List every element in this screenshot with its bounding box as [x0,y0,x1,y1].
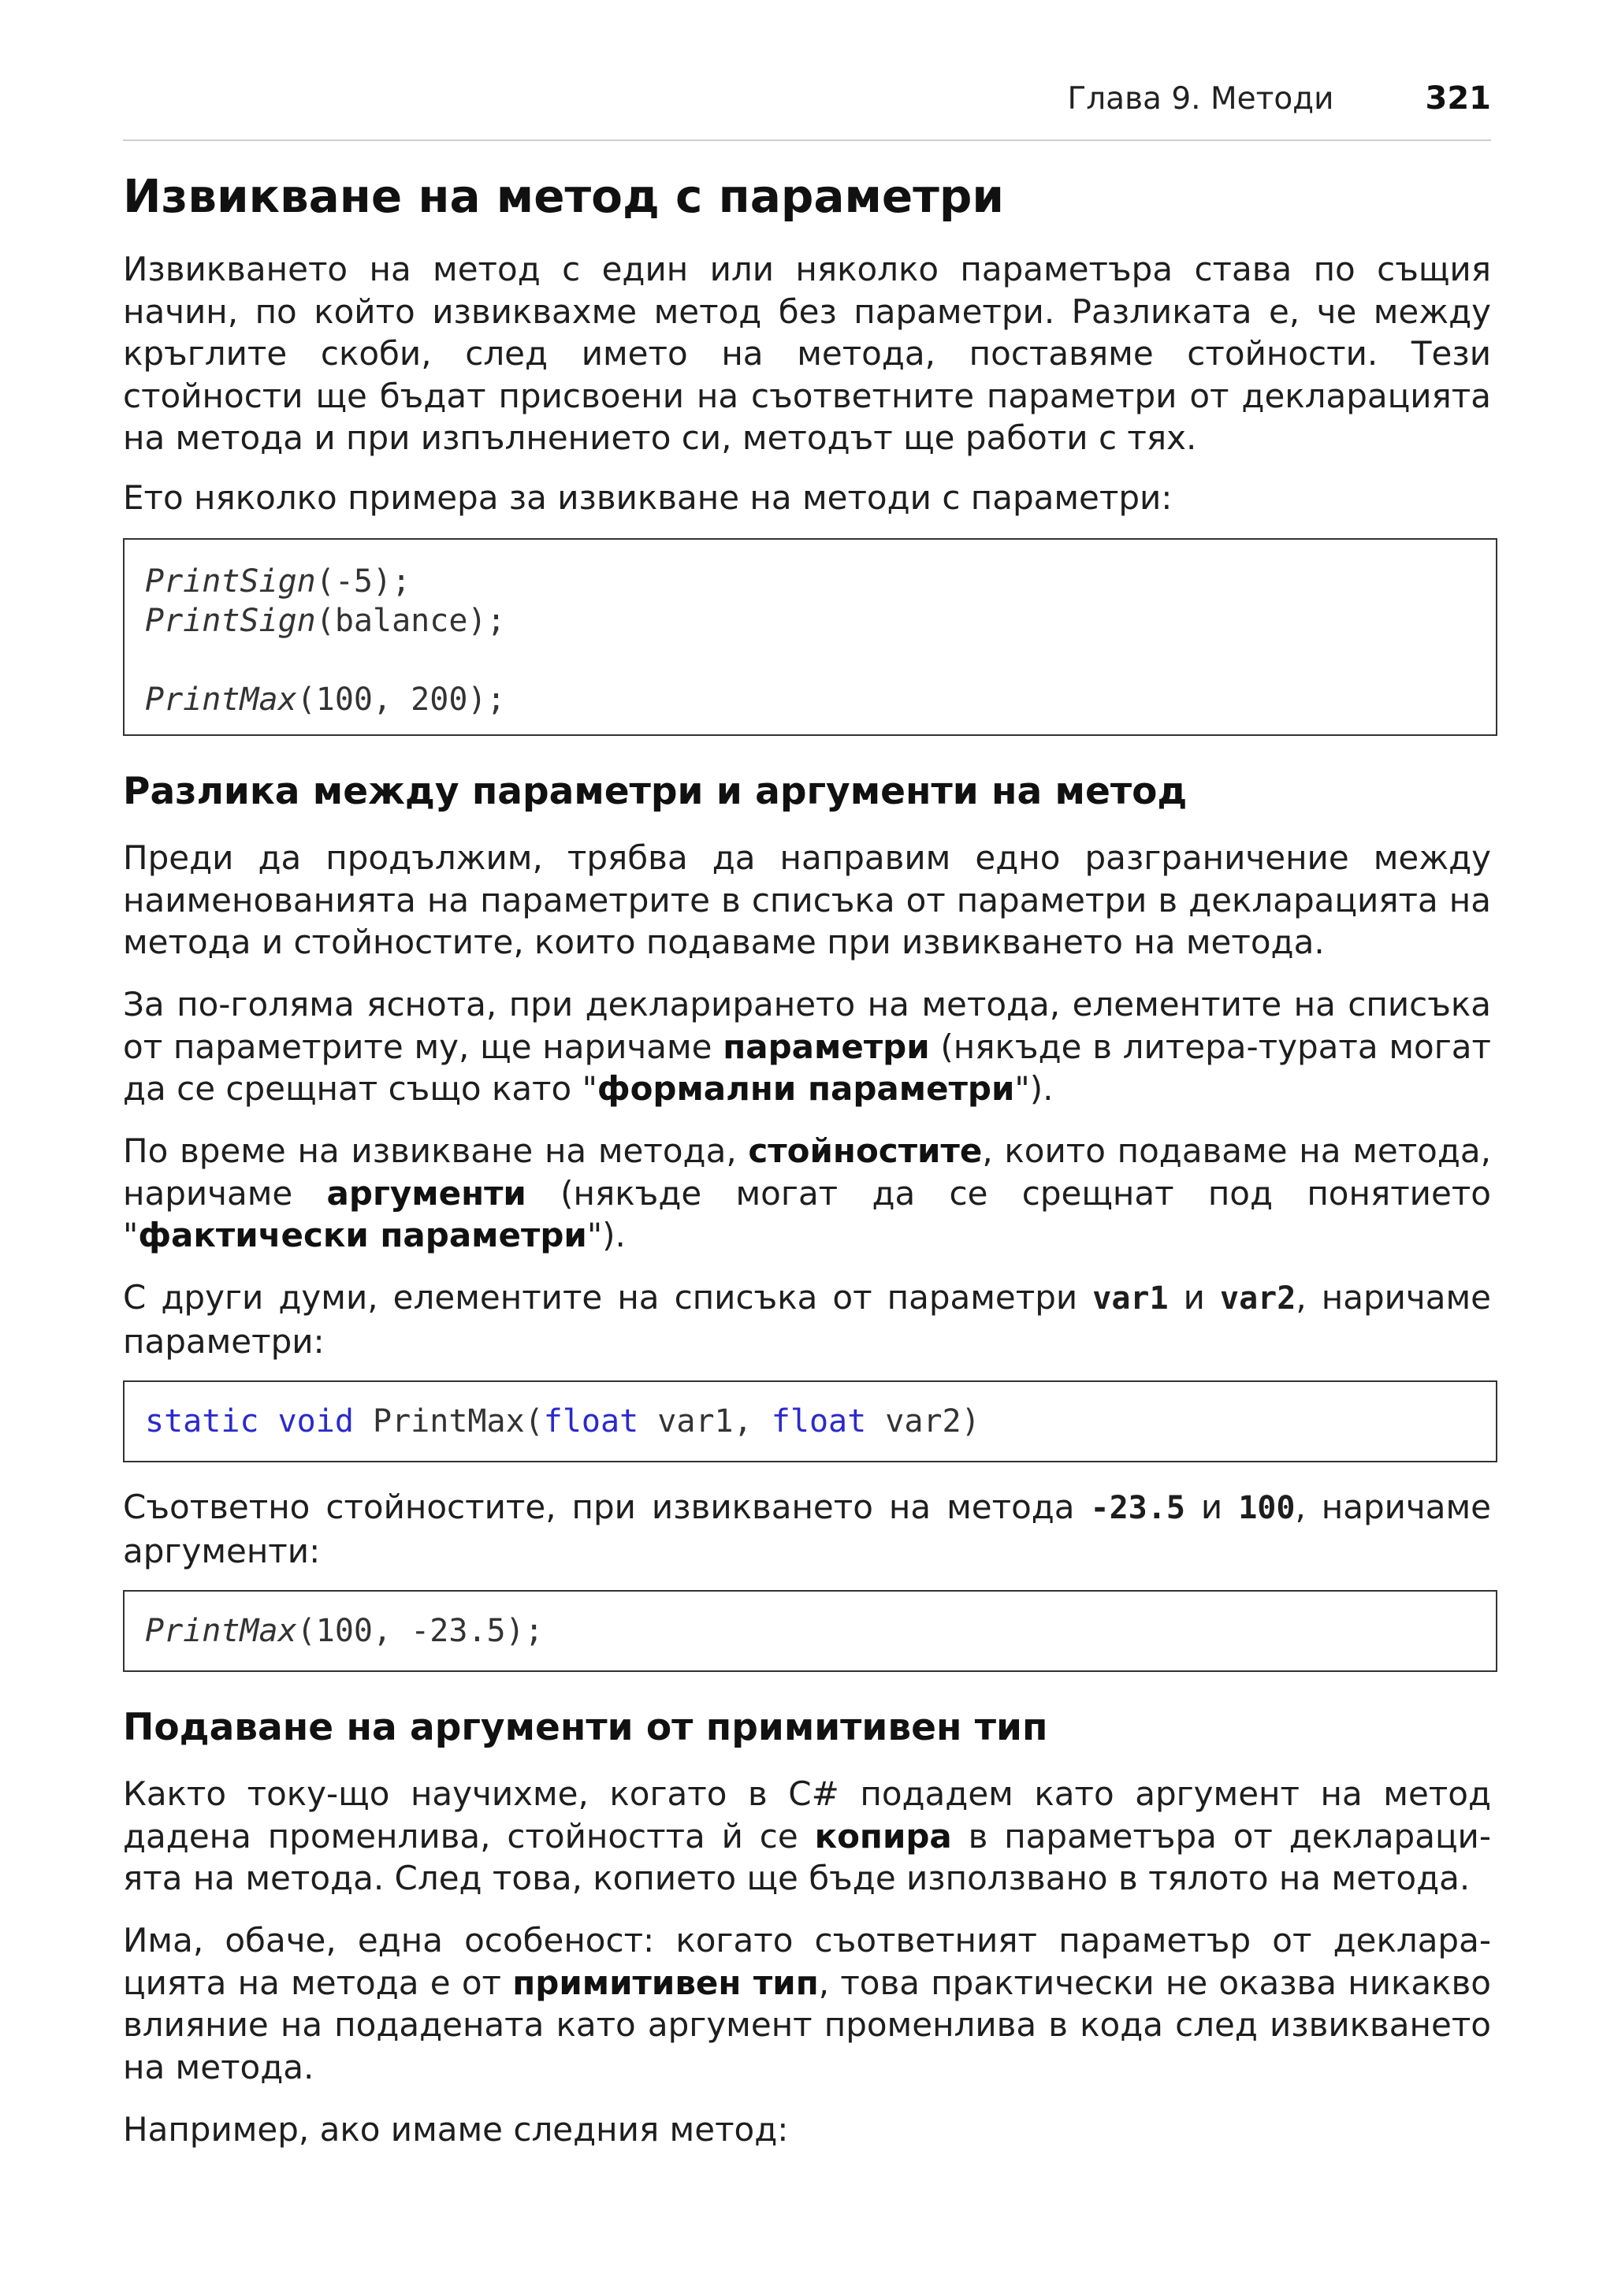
paragraph-copy-semantics: Както току-що научихме, когато в C# подадем като аргумент на метод дадена променлива, стойността й се копира в параметъра от деклараци-ята на метода. След това, копието ще бъде използвано в тялото на метода. [123,1774,1491,1897]
code-declaration [123,1380,1497,1462]
header-divider [123,139,1491,141]
code-blank-line [145,641,1496,680]
page-number: 321 [1425,80,1491,117]
running-header [123,79,1491,118]
code-line: PrintMax(100, -23.5); [145,1613,544,1649]
code-line: PrintSign(-5); [145,563,411,600]
paragraph-example-lead: Например, ако имаме следния метод: [123,2110,789,2149]
code-line: PrintSign(balance); [145,603,506,639]
chapter-title: Глава 9. Методи [1067,80,1334,117]
code-line: static void PrintMax(float var1, float var2) [145,1403,980,1440]
paragraph-distinction: Преди да продължим, трябва да направим едно разграничение между наименованията на параметрите в списъка от параметри в декларацията на метода и стойностите, които подаваме при извикването на метода. [123,838,1491,961]
code-line: PrintMax(100, 200); [145,682,506,718]
paragraph-parameters-definition: За по-голяма яснота, при декларирането на метода, елементите на списъка от параметрите му, ще наричаме параметри (някъде в литера-турата могат да се срещнат също като "формални параметри"). [123,985,1492,1108]
subsection-title-primitive-args: Подаване на аргументи от примитивен тип [123,1706,1048,1749]
examples-lead-paragraph: Ето няколко примера за извикване на методи с параметри: [123,478,1173,517]
paragraph-arguments-definition: По време на извикване на метода, стойностите, които подаваме на метода, наричаме аргументи (някъде могат да се срещнат под понятието "фактически параметри"). [123,1131,1492,1254]
intro-paragraph: Извикването на метод с един или няколко параметъра става по същия начин, по който извиквахме метод без параметри. Разликата е, че между кръглите скоби, след името на метода, поставяме стойности. Тези стойности ще бъдат присвоени на съответните параметри от декларацията на метода и при изпълнението си, методът ще работи с тях. [123,250,1491,457]
paragraph-param-example: С други думи, елементите на списъка от параметри var1 и var2, наричаме параметри: [123,1278,1491,1361]
paragraph-arg-example: Съответно стойностите, при извикването на метода -23.5 и 100, наричаме аргументи: [123,1488,1491,1570]
code-example-calls [123,538,1497,736]
code-call [123,1590,1497,1672]
paragraph-primitive-type: Има, обаче, една особеност: когато съответният параметър от деклара-цията на метода е от примитивен тип, това практически не оказва никакво влияние на подадената като аргумент променлива в кода след извикването на метода. [123,1921,1491,2086]
section-title: Извикване на метод с параметри [123,169,1005,223]
subsection-title-params-vs-args: Разлика между параметри и аргументи на метод [123,770,1188,813]
